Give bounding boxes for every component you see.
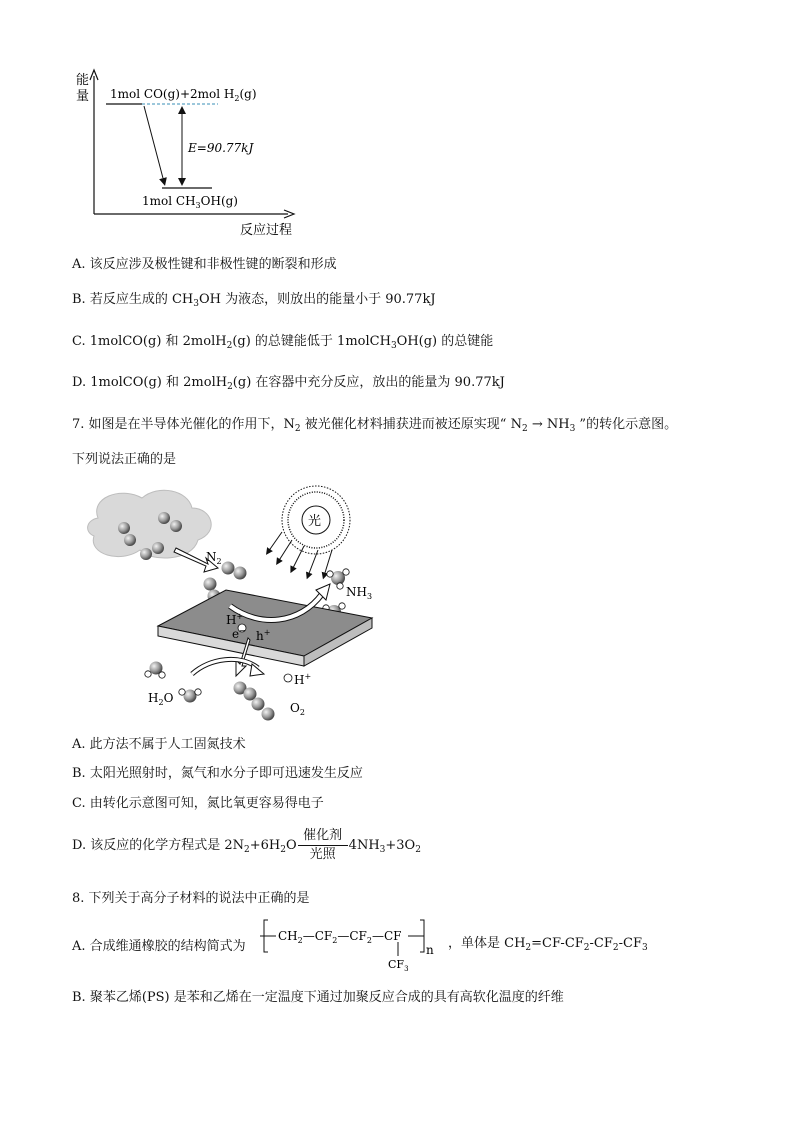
q6-option-a: A. 该反应涉及极性键和非极性键的断裂和形成 [72,257,337,272]
n2-molecule-atom [118,522,130,534]
x-axis-label: 反应过程 [240,223,293,238]
nh3-label: $NH_3$ [346,585,373,601]
n2-molecule-atom [140,548,152,560]
light-ray [308,550,318,576]
h-plus-label: H+ [226,612,244,627]
o2-label: $O_2$ [290,701,305,717]
q6-option-d: D. 1molCO(g) 和 2molH$_2$(g) 在容器中充分反应，放出的能量为 90.77kJ [72,375,505,392]
q6-option-c: C. 1molCO(g) 和 2molH$_2$(g) 的总键能低于 1molCH$_3$OH(g) 的总键能 [72,334,494,351]
y-axis-label-2: 量 [76,89,90,104]
q8-option-a-monomer: ，单体是 $CH_2=CF-CF_2-CF_2-CF_3$ [448,936,648,953]
nh3-molecule-atom [327,571,333,577]
energy-diagram [70,64,310,239]
q8-option-b: B. 聚苯乙烯(PS) 是苯和乙烯在一定温度下通过加聚反应合成的具有高软化温度的纤维 [72,990,564,1005]
cloud [88,490,212,558]
o2-molecule-atom [262,708,275,721]
o2-molecule-atom [252,698,265,711]
q8-option-a-prefix: A. 合成维通橡胶的结构简式为 [72,939,246,954]
nh3-molecule-atom [343,569,349,575]
energy-label: E=90.77kJ [188,141,254,155]
q7-option-a: A. 此方法不属于人工固氮技术 [72,737,246,752]
polymer-n: n [426,943,434,957]
polymer-branch: $CF_3$ [388,958,409,972]
q7-option-d: D. 该反应的化学方程式是 $2N_2+6H_2O$ 催化剂 光照 $4NH_3+3O_2$ [72,828,421,862]
energy-arrow-top [178,106,186,114]
h-plus-bottom-label: H+ [294,672,312,687]
nh3-molecule-atom [337,583,343,589]
q7-stem-line2: 下列说法正确的是 [72,452,177,467]
q8-stem: 8. 下列关于高分子材料的说法中正确的是 [72,891,310,906]
n2-molecule-atom [204,578,217,591]
product-label: 1mol $CH_3OH(g)$ [142,194,238,210]
n2-molecule-atom [124,534,136,546]
light-ray [268,532,282,552]
energy-arrow-bottom [178,178,186,186]
q7-option-c: C. 由转化示意图可知，氮比氧更容易得电子 [72,796,324,811]
reaction-path [144,106,164,182]
h-atom [284,674,292,682]
h2o-molecule-atom [159,672,165,678]
n2-molecule-atom [234,567,247,580]
h2o-molecule-atom [179,689,185,695]
q8-option-a [72,935,246,954]
q7-stem: 7. 如图是在半导体光催化的作用下，$N_2$ 被光催化材料捕获进而被还原实现“ $N_2 \to NH_3$ ”的转化示意图。 [72,417,678,434]
y-axis-label-1: 能 [76,73,90,88]
light-ray [278,540,292,562]
photocatalysis-diagram [80,478,380,726]
nh3-molecule-atom [339,603,345,609]
reaction-condition: 催化剂 光照 [298,828,348,863]
polymer-structure [258,914,448,972]
q6-option-b: B. 若反应生成的 $CH_3OH$ 为液态，则放出的能量小于 90.77kJ [72,292,436,309]
hole-label: h+ [256,628,271,643]
reactant-label: 1mol CO(g)+2mol $H_2(g)$ [110,87,257,103]
h2o-molecule-atom [195,689,201,695]
light-ray [292,546,304,570]
n2-molecule-atom [222,562,235,575]
n2-molecule-atom [152,542,164,554]
q7-option-b: B. 太阳光照射时，氮气和水分子即可迅速发生反应 [72,766,363,781]
light-label: 光 [308,514,322,529]
electron-label: e− [232,626,246,641]
n2-label: $N_2$ [206,550,222,566]
polymer-repeat-unit: $CH_2—CF_2—CF_2—CF$ [278,929,402,945]
n2-molecule-atom [158,512,170,524]
n2-molecule-atom [170,520,182,532]
h2o-molecule-atom [145,671,151,677]
h2o-label: $H_2O$ [148,691,174,707]
